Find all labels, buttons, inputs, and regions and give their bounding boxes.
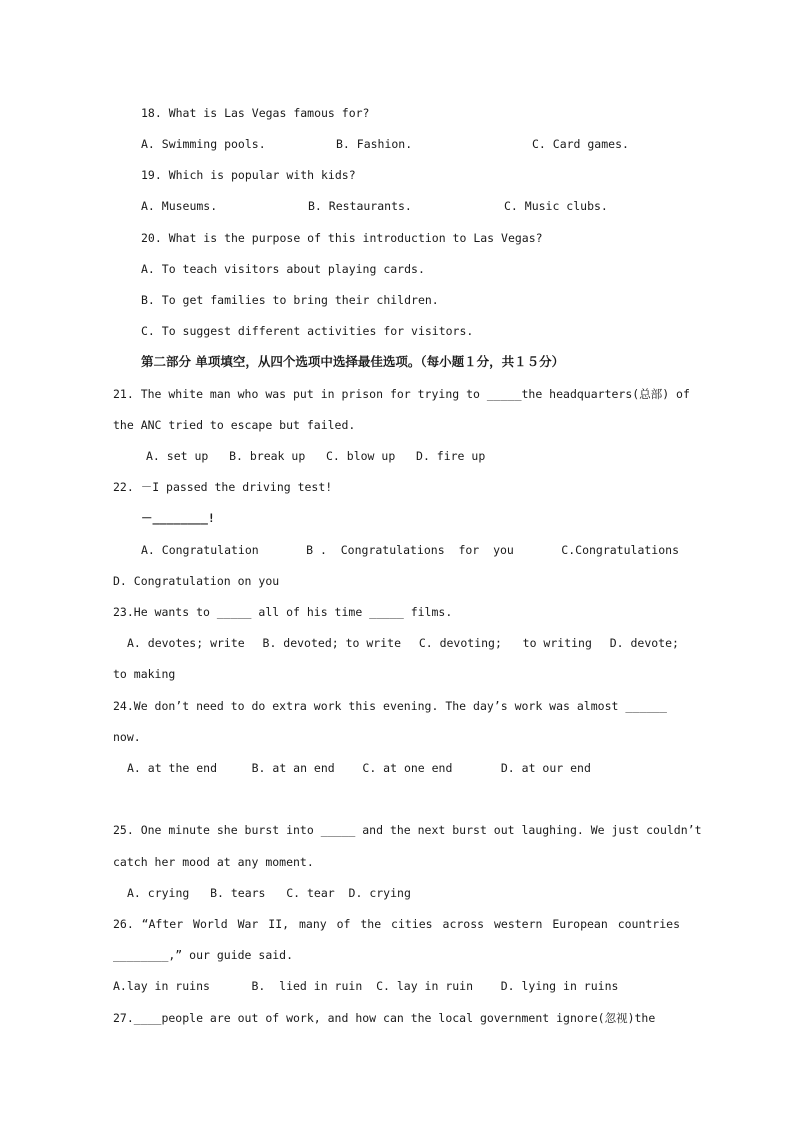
q19-option-a: A. Museums. — [141, 199, 218, 213]
q20-option-a: A. To teach visitors about playing cards. — [141, 262, 425, 276]
q22-option-c: C.Congratulations — [561, 543, 679, 557]
q22-options-row — [141, 542, 679, 558]
q23-option-c: C. devoting; to writing — [418, 636, 592, 650]
q21-options: A. set up B. break up C. blow up D. fire up — [146, 449, 486, 463]
q23-option-d-cont: to making — [113, 667, 176, 681]
q20-option-c: C. To suggest different activities for visitors. — [141, 324, 474, 338]
section2-heading: 第二部分 单项填空，从四个选项中选择最佳选项。（每小题１分，共１５分） — [141, 354, 565, 369]
q18-stem: 18. What is Las Vegas famous for? — [141, 106, 370, 120]
q22-option-d: D. Congratulation on you — [113, 574, 280, 588]
q19-option-b: B. Restaurants. — [308, 199, 412, 213]
q19-stem: 19. Which is popular with kids? — [141, 168, 356, 182]
q22-option-b: B . Congratulations for you — [306, 543, 514, 557]
q23-option-b: B. devoted; to write — [262, 636, 401, 650]
q23-option-d: D. devote; — [609, 636, 679, 650]
q24-options: A. at the end B. at an end C. at one end D. at our end — [127, 761, 591, 775]
q18-option-c: C. Card games. — [532, 137, 629, 151]
q26-line1-text: “After World War II, many of the cities across western European countries — [141, 917, 680, 931]
q20-stem: 20. What is the purpose of this introduction to Las Vegas? — [141, 231, 543, 245]
q25-line1: 25. One minute she burst into _____ and the next burst out laughing. We just couldn’t — [113, 823, 702, 837]
q26-number: 26. — [113, 917, 134, 931]
q25-line2: catch her mood at any moment. — [113, 855, 314, 869]
q24-line2: now. — [113, 730, 141, 744]
q18-option-a: A. Swimming pools. — [141, 137, 266, 151]
q26-line2: ________,” our guide said. — [113, 948, 294, 962]
q26-options: A.lay in ruins B. lied in ruin C. lay in ruin D. lying in ruins — [113, 979, 619, 993]
q21-line1: 21. The white man who was put in prison for trying to _____the headquarters(总部) of — [113, 387, 690, 401]
q23-options-row — [127, 635, 679, 651]
q21-line2: the ANC tried to escape but failed. — [113, 418, 356, 432]
q18-option-b: B. Fashion. — [336, 137, 413, 151]
q22-line1: 22. －I passed the driving test! — [113, 480, 333, 494]
q22-answer-blank: －________! — [141, 511, 215, 525]
q19-option-c: C. Music clubs. — [504, 199, 608, 213]
q25-options: A. crying B. tears C. tear D. crying — [127, 886, 411, 900]
q20-option-b: B. To get families to bring their children. — [141, 293, 439, 307]
q23-line1: 23.He wants to _____ all of his time _____ films. — [113, 605, 453, 619]
q26-line1 — [113, 916, 680, 932]
q23-option-a: A. devotes; write — [127, 636, 245, 650]
q27-line1: 27.____people are out of work, and how can the local government ignore(忽视)the — [113, 1011, 656, 1025]
q22-option-a: A. Congratulation — [141, 543, 259, 557]
q24-line1: 24.We don’t need to do extra work this evening. The day’s work was almost ______ — [113, 699, 667, 713]
